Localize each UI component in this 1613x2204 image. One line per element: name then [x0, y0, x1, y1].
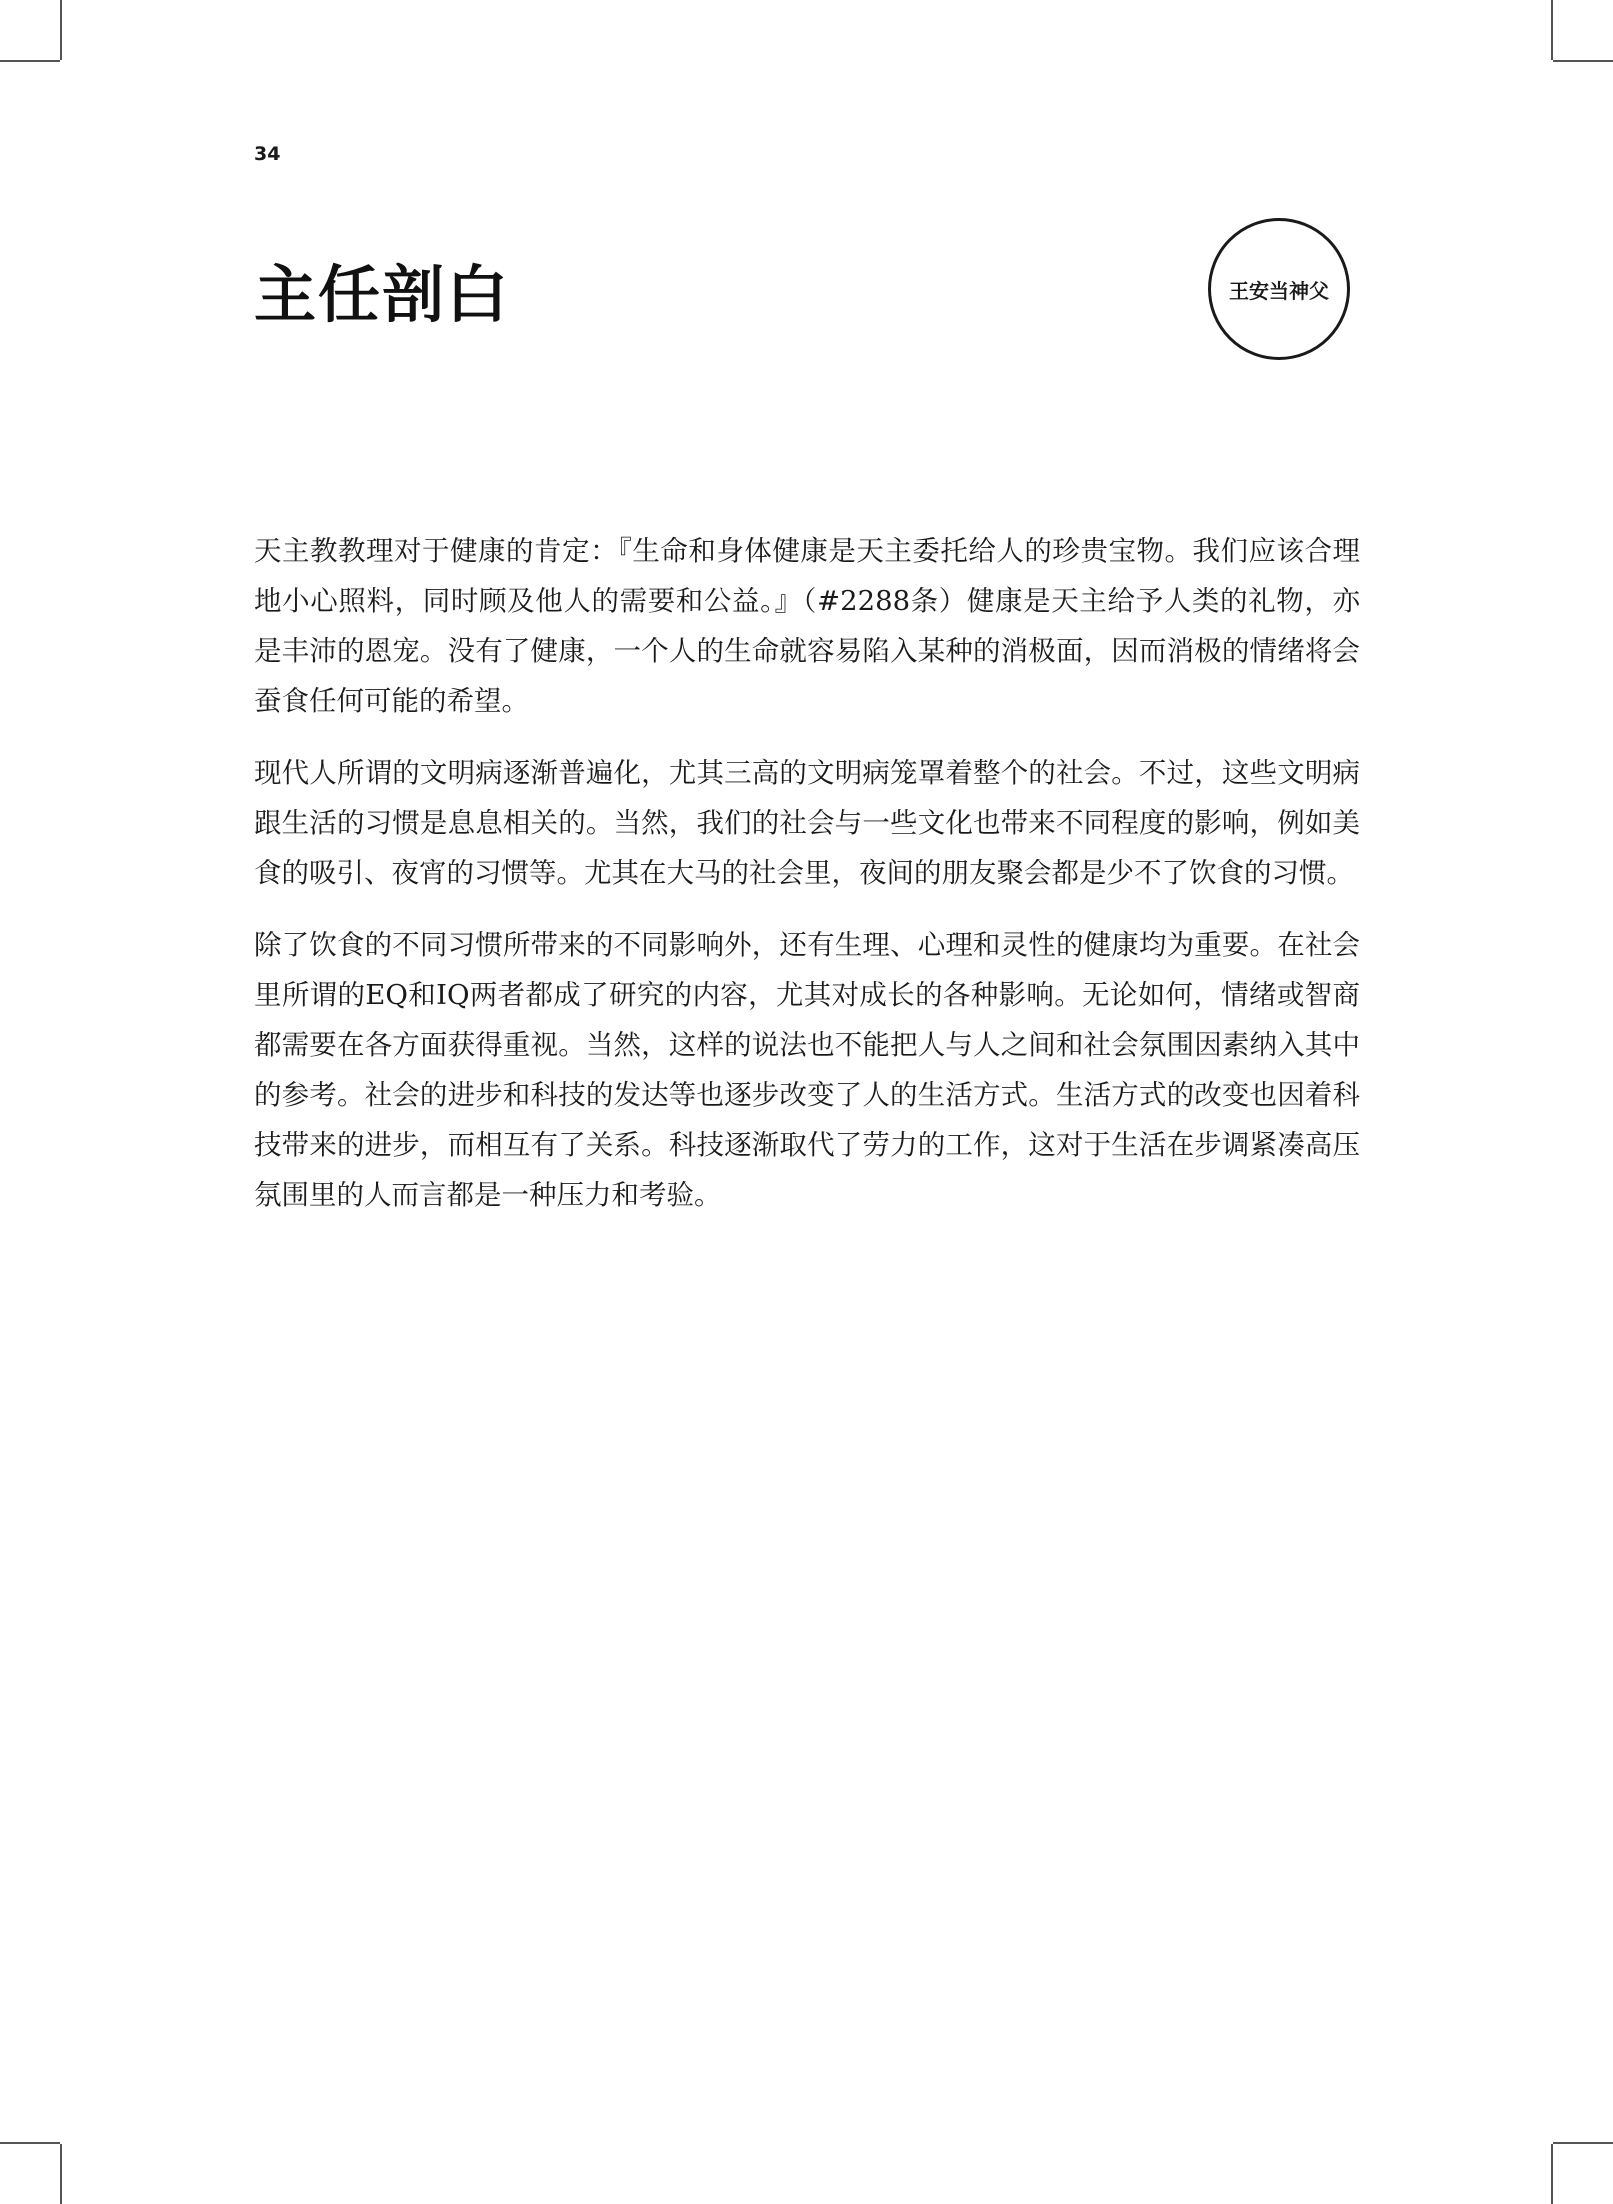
crop-mark [1551, 2144, 1553, 2204]
author-name: 王安当神父 [1229, 278, 1329, 303]
article-body [254, 526, 1360, 1242]
page-title: 主任剖白 [254, 258, 511, 331]
crop-mark [1551, 0, 1553, 60]
crop-mark [60, 2144, 62, 2204]
paragraph: 除了饮食的不同习惯所带来的不同影响外，还有生理、心理和灵性的健康均为重要。在社会里所谓的EQ和IQ两者都成了研究的内容，尤其对成长的各种影响。无论如何，情绪或智商都需要在各方面获得重视。当然，这样的说法也不能把人与人之间和社会氛围因素纳入其中的参考。社会的进步和科技的发达等也逐步改变了人的生活方式。生活方式的改变也因着科技带来的进步，而相互有了关系。科技逐渐取代了劳力的工作，这对于生活在步调紧凑高压氛围里的人而言都是一种压力和考验。 [254, 929, 1360, 1211]
crop-mark [0, 60, 60, 62]
paragraph: 现代人所谓的文明病逐渐普遍化，尤其三高的文明病笼罩着整个的社会。不过，这些文明病跟生活的习惯是息息相关的。当然，我们的社会与一些文化也带来不同程度的影响，例如美食的吸引、夜宵的习惯等。尤其在大马的社会里，夜间的朋友聚会都是少不了饮食的习惯。 [254, 757, 1360, 889]
paragraph: 天主教教理对于健康的肯定：『生命和身体健康是天主委托给人的珍贵宝物。我们应该合理地小心照料，同时顾及他人的需要和公益。』（#2288条）健康是天主给予人类的礼物，亦是丰沛的恩宠。没有了健康，一个人的生命就容易陷入某种的消极面，因而消极的情绪将会蚕食任何可能的希望。 [254, 535, 1360, 717]
crop-mark [1553, 2142, 1613, 2144]
crop-mark [1553, 60, 1613, 62]
author-badge [1208, 218, 1350, 360]
crop-mark [60, 0, 62, 60]
page-number: 34 [254, 143, 281, 165]
crop-mark [0, 2142, 60, 2144]
